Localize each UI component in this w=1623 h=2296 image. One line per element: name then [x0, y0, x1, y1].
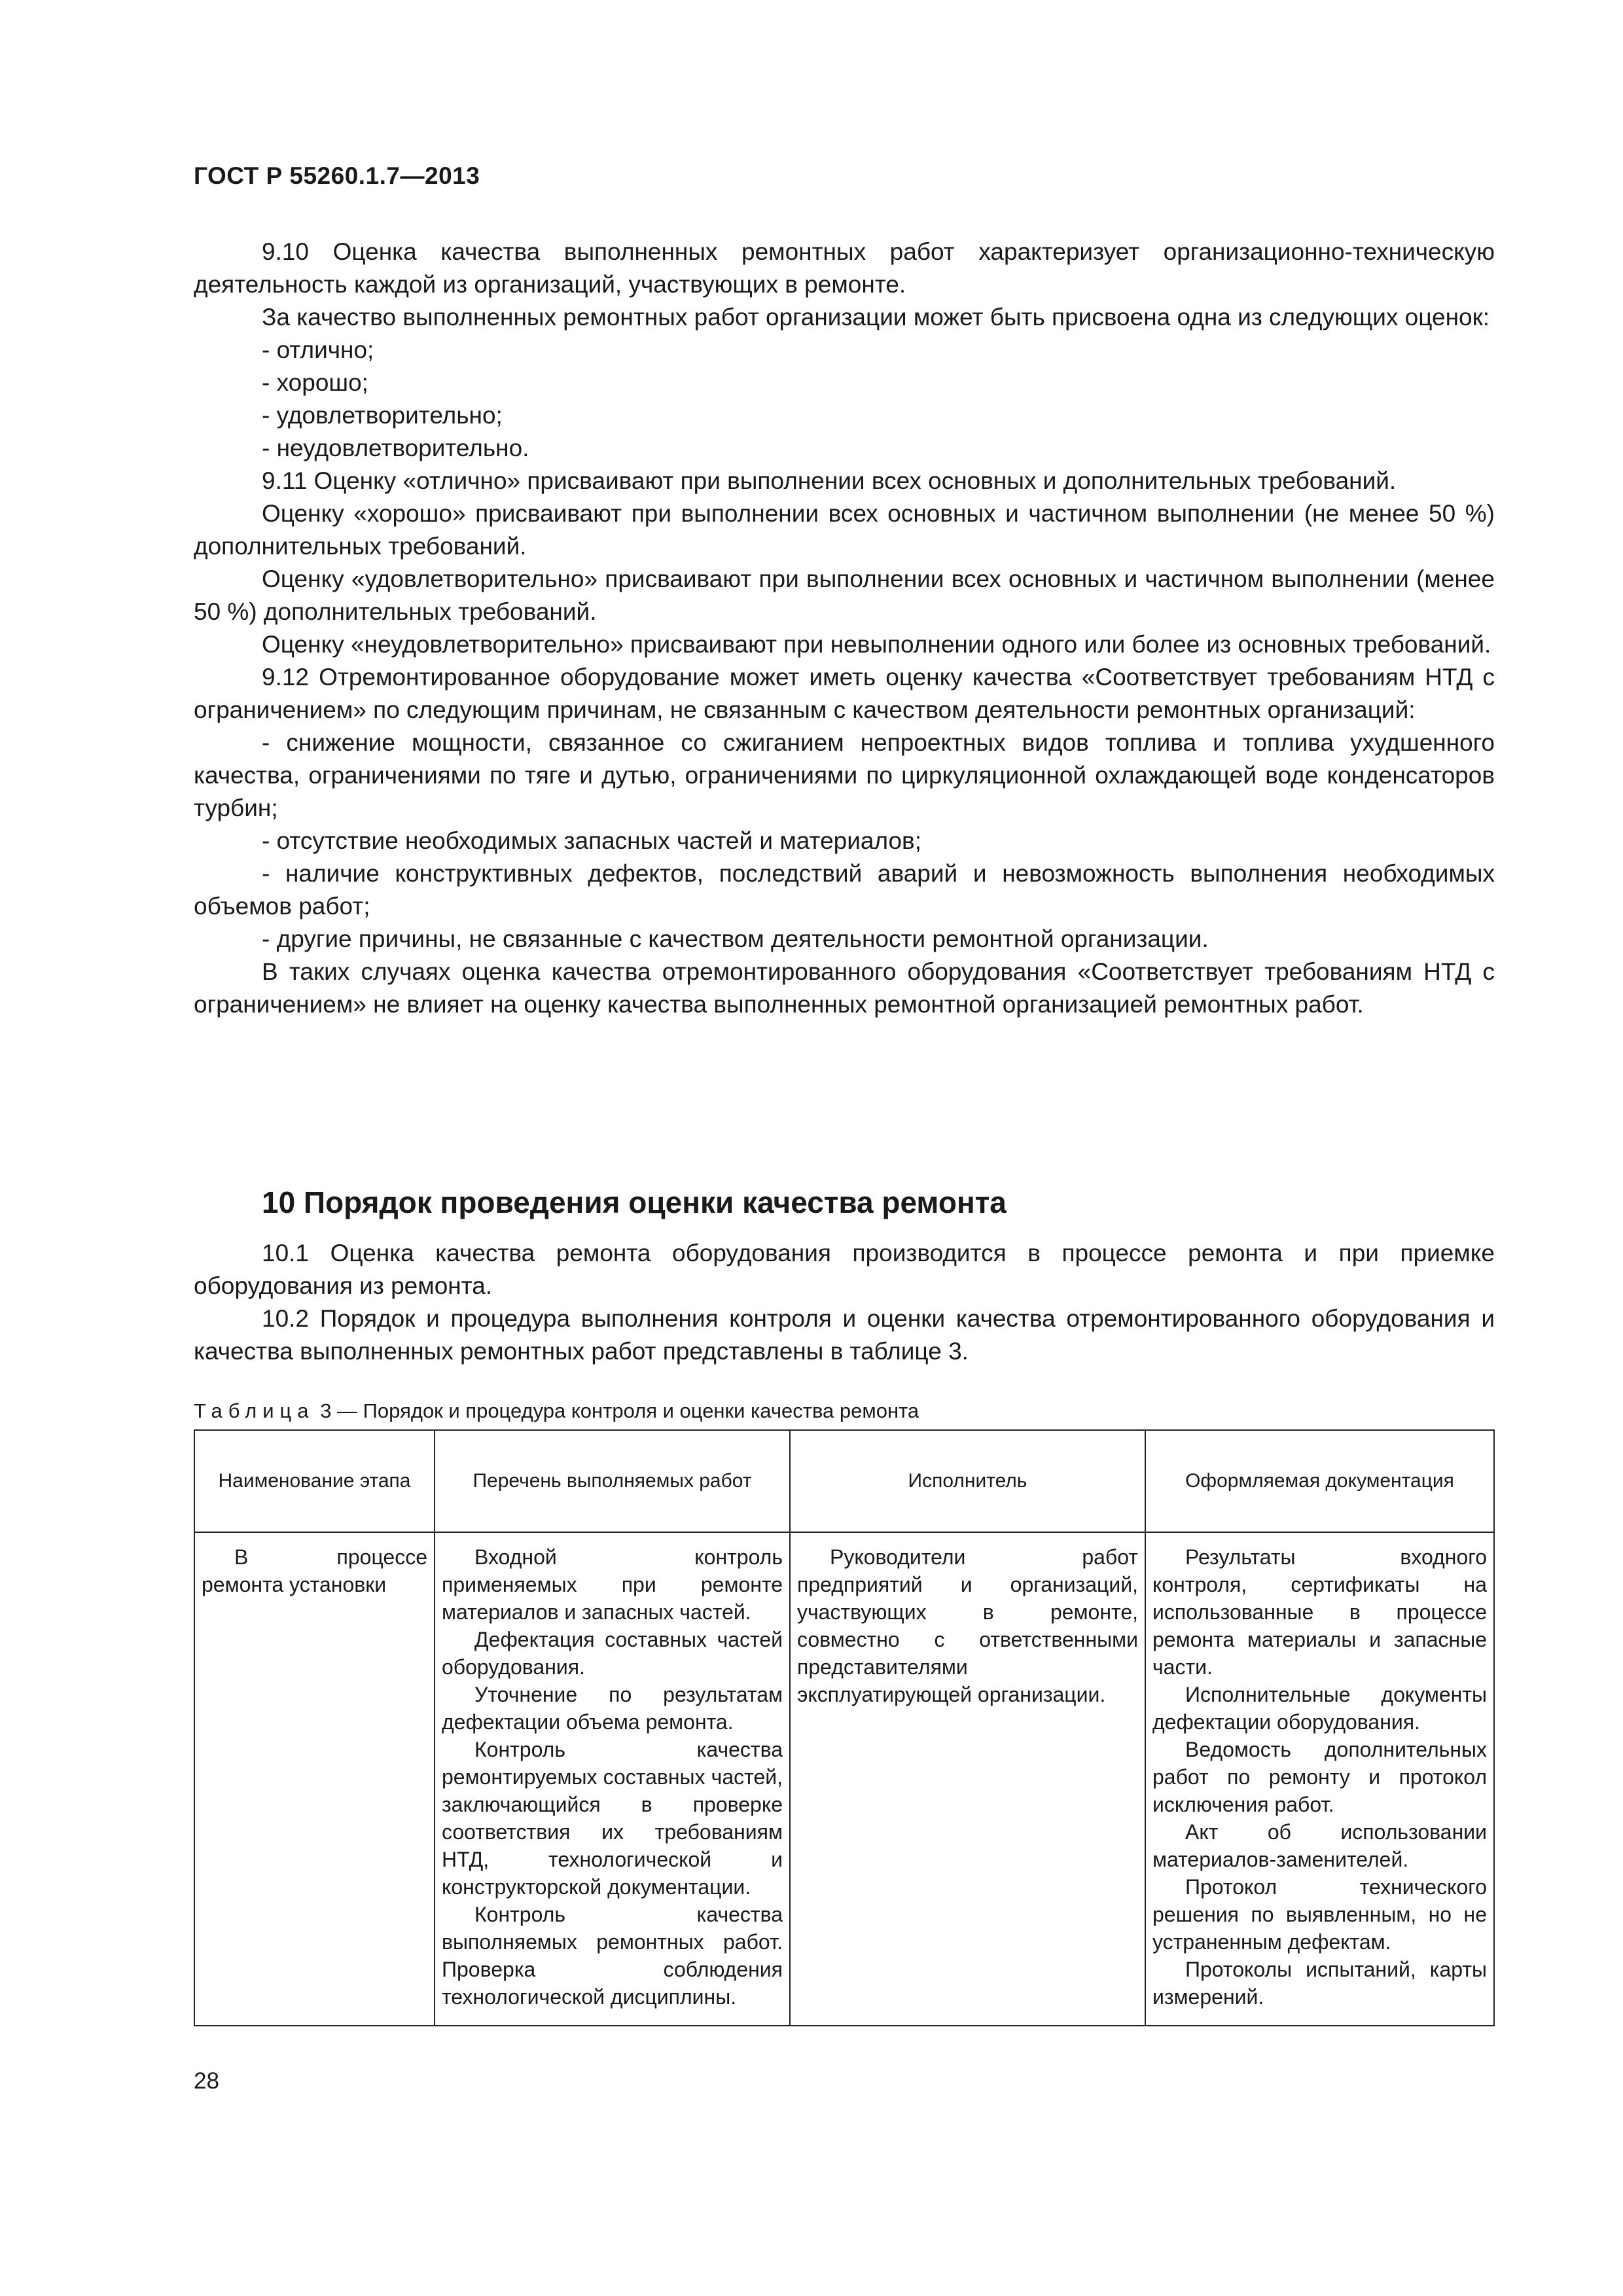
header-docs: Оформляемая документация — [1145, 1430, 1494, 1532]
cell-text: Протокол технического решения по выявленным, но не устраненным дефектам. — [1152, 1875, 1487, 1954]
table-caption-text: 3 — Порядок и процедура контроля и оценки качества ремонта — [320, 1399, 919, 1422]
paragraph: Оценку «хорошо» присваивают при выполнении всех основных и частичном выполнении (не менее 50 %) дополнительных требований. — [194, 500, 1495, 560]
body-text-section — [194, 1237, 1495, 1368]
list-item: - снижение мощности, связанное со сжиганием непроектных видов топлива и топлива ухудшенного качества, ограничениями по тяге и дутью, ограничениями по циркуляционной охлаждающей воде конденсаторов турбин; — [194, 729, 1495, 821]
cell-stage — [194, 1532, 435, 2026]
table-caption — [194, 1398, 919, 1424]
paragraph: 10.2 Порядок и процедура выполнения контроля и оценки качества отремонтированного оборудования и качества выполненных ремонтных работ представлены в таблице 3. — [194, 1305, 1495, 1365]
cell-works — [435, 1532, 790, 2026]
paragraph: 9.11 Оценку «отлично» присваивают при выполнении всех основных и дополнительных требований. — [262, 467, 1397, 494]
paragraph: Оценку «неудовлетворительно» присваивают при невыполнении одного или более из основных требований. — [262, 631, 1491, 658]
header-works: Перечень выполняемых работ — [435, 1430, 790, 1532]
list-item: - неудовлетворительно. — [262, 435, 529, 461]
cell-executor — [790, 1532, 1145, 2026]
paragraph: За качество выполненных ремонтных работ организации может быть присвоена одна из следующих оценок: — [262, 304, 1490, 331]
header-stage: Наименование этапа — [194, 1430, 435, 1532]
list-item: - удовлетворительно; — [262, 402, 503, 429]
cell-text: Руководители работ предприятий и организаций, участвующих в ремонте, совместно с ответственными представителями эксплуатирующей организации. — [797, 1545, 1138, 1706]
cell-text: Протоколы испытаний, карты измерений. — [1152, 1958, 1487, 2009]
cell-text: Контроль качества выполняемых ремонтных работ. Проверка соблюдения технологической дисциплины. — [442, 1903, 783, 2009]
cell-text: Результаты входного контроля, сертификаты на использованные в процессе ремонта материалы и запасные части. — [1152, 1545, 1487, 1679]
cell-text: Акт об использовании материалов-заменителей. — [1152, 1820, 1487, 1871]
table-caption-prefix: Таблица — [194, 1399, 315, 1422]
list-item: - отсутствие необходимых запасных частей и материалов; — [262, 827, 921, 854]
section-title: 10 Порядок проведения оценки качества ремонта — [262, 1185, 1007, 1219]
table-header-row — [194, 1430, 1494, 1532]
cell-text: Ведомость дополнительных работ по ремонту и протокол исключения работ. — [1152, 1738, 1487, 1816]
page-number: 28 — [194, 2068, 219, 2094]
list-item: - наличие конструктивных дефектов, последствий аварий и невозможность выполнения необходимых объемов работ; — [194, 860, 1495, 920]
cell-text: Контроль качества ремонтируемых составных частей, заключающийся в проверке соответствия их требованиям НТД, технологической и конструкторской документации. — [442, 1738, 783, 1899]
cell-text: Уточнение по результатам дефектации объема ремонта. — [442, 1683, 783, 1734]
document-code: ГОСТ Р 55260.1.7—2013 — [194, 162, 480, 189]
paragraph: 10.1 Оценка качества ремонта оборудования производится в процессе ремонта и при приемке оборудования из ремонта. — [194, 1240, 1495, 1299]
list-item: - отлично; — [262, 336, 374, 363]
list-item: - хорошо; — [262, 369, 368, 396]
list-item: - другие причины, не связанные с качеством деятельности ремонтной организации. — [262, 925, 1209, 952]
table-row — [194, 1532, 1494, 2026]
body-text-top — [194, 236, 1495, 1021]
cell-text: Исполнительные документы дефектации оборудования. — [1152, 1683, 1487, 1734]
paragraph: В таких случаях оценка качества отремонтированного оборудования «Соответствует требованиям НТД с ограничением» не влияет на оценку качества выполненных ремонтной организацией ремонтных работ. — [194, 958, 1495, 1018]
paragraph: Оценку «удовлетворительно» присваивают при выполнении всех основных и частичном выполнении (менее 50 %) дополнительных требований. — [194, 565, 1495, 625]
cell-text: Входной контроль применяемых при ремонте материалов и запасных частей. — [442, 1545, 783, 1624]
procedure-table — [194, 1429, 1495, 2026]
cell-text: Дефектация составных частей оборудования. — [442, 1628, 783, 1679]
cell-docs — [1145, 1532, 1494, 2026]
header-executor: Исполнитель — [790, 1430, 1145, 1532]
cell-text: В процессе ремонта установки — [202, 1545, 427, 1596]
paragraph: 9.10 Оценка качества выполненных ремонтных работ характеризует организационно-техническую деятельность каждой из организаций, участвующих в ремонте. — [194, 238, 1495, 298]
paragraph: 9.12 Отремонтированное оборудование может иметь оценку качества «Соответствует требованиям НТД с ограничением» по следующим причинам, не связанным с качеством деятельности ремонтных организаций: — [194, 664, 1495, 723]
